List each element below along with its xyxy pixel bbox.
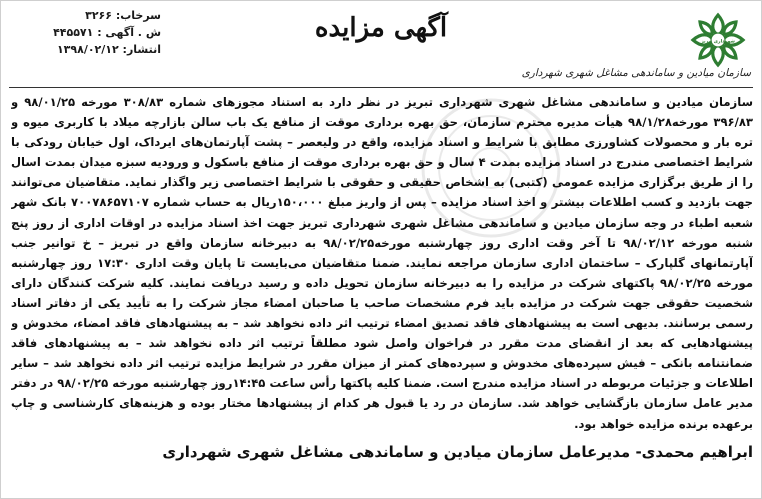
ad-number: ش . آگهی : ۴۴۵۵۷۱ (53, 26, 161, 39)
ad-header (1, 1, 762, 87)
ad-title: آگهی مزایده (314, 13, 448, 43)
municipality-logo-icon (687, 9, 749, 71)
ad-body-text: سازمان میادین و ساماندهی مشاغل شهری شهرداری تبریز در نظر دارد به استناد مجوزهای شماره ۳۰۸/۸۳ مورخه ۹۸/۰۱/۲۵ و ۳۹۶/۸۳ مورخه۹۸/۱/۲۸ هیأت مدیره محترم سازمان، حق بهره برداری موقت از منافع یک باب سالن بازارچه میلاد با کاربری میوه و تره بار و محصولات کشاورزی مطابق با شرایط و اسناد مزایده، واقع در ولیعصر – پشت آپارتمان‌های ایرداک، اول خیابان رودکی با شرایط اختصاصی مندرج در اسناد مزایده بمدت ۴ سال و حق بهره برداری موقت از منافع باسکول و ورودیه سبزه میدان بمدت اسال را از طریق برگزاری مزایده عمومی (کتبی) به اشخاص حقیقی و حقوقی با شرایط اختصاصی زیر واگذار نماید. متقاضیان می‌توانند جهت بازدید و کسب اطلاعات بیشتر و اخذ اسناد مزایده – پس از واریز مبلغ ۱۵۰،۰۰۰ریال به حساب شماره ۷۰۰۷۸۶۵۷۱۰۷ بانک شهر شعبه اطباء در وجه سازمان میادین و ساماندهی مشاغل شهری شهرداری تبریز جهت اخذ اسناد مزایده در اوقات اداری از روز پنج شنبه مورخه ۹۸/۰۲/۱۲ تا آخر وقت اداری روز چهارشنبه مورخه۹۸/۰۲/۲۵ به دبیرخانه سازمان واقع در تبریز – خ توانیر جنب آپارتمانهای گلپارک – ساختمان اداری سازمان مراجعه نمایند. ضمنا متقاضیان می‌بایست تا پایان وقت اداری ۱۷:۳۰ روز چهارشنبه مورخه ۹۸/۰۲/۲۵ پاکتهای شرکت در مزایده را به دبیرخانه سازمان تحویل داده و رسید دریافت نمایند. کلیه شرکت کنندگان دارای شخصیت حقوقی جهت شرکت در مزایده باید فرم مشخصات صاحب یا صاحبان امضاء مجاز شرکت را به تأیید یکی از دفاتر اسناد رسمی برسانند. بدیهی است به پیشنهادهای فاقد تصدیق امضاء ترتیب اثر داده نخواهد شد – به پیشنهادهای فاقد امضاء، مخدوش و پیشنهادهایی که بعد از انقضای مدت مقرر در فراخوان واصل شود مطلقاً ترتیب اثر داده نخواهد شد – به پیشنهادهای فاقد ضمانتنامه بانکی – فیش سپرده‌های مخدوش و سپرده‌های کمتر از میزان مقرر در شرایط مزایده ترتیب اثر داده نخواهد شد – سایر اطلاعات و جزئیات مربوطه در اسناد مزایده مندرج است. ضمنا کلیه پاکتها رأس ساعت ۱۴:۴۵روز چهارشنبه مورخه ۹۸/۰۲/۲۵ در دفتر مدیر عامل سازمان بازگشایی خواهد شد. سازمان در رد یا قبول هر کدام از پیشنهادها مختار بوده و هزینه‌های کارشناسی و چاپ برعهده برنده مزایده خواهد بود. (11, 95, 753, 431)
organization-name: سازمان میادین و ساماندهی مشاغل شهری شهرداری (521, 67, 751, 79)
header-divider (9, 87, 753, 88)
ad-code: سرخاب: ۳۲۶۶ (85, 9, 161, 22)
ad-meta (11, 7, 161, 58)
svg-text:شهرداری تبریز: شهرداری تبریز (701, 39, 735, 45)
publish-date: انتشار: ۱۳۹۸/۰۲/۱۲ (56, 43, 161, 56)
signature-line: ابراهیم محمدی- مدیرعامل سازمان میادین و ساماندهی مشاغل شهری شهرداری (162, 443, 753, 461)
